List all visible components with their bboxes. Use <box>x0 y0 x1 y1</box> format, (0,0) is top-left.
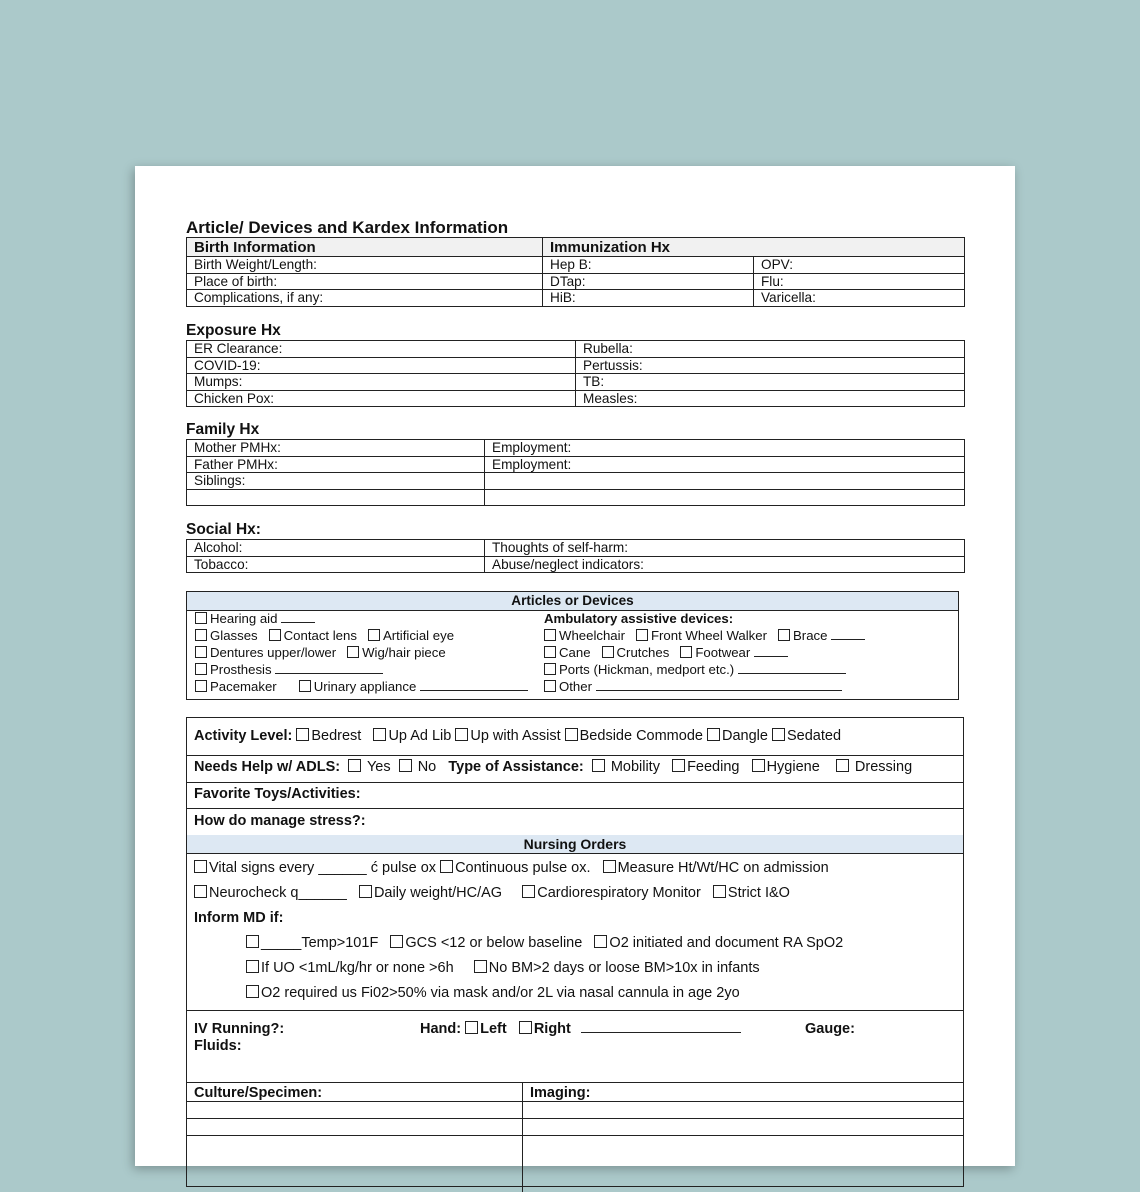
divider <box>187 808 963 809</box>
adls-row: Needs Help w/ ADLS: Yes No Type of Assistance: Mobility Feeding Hygiene Dressing <box>194 759 913 775</box>
other-row: Other <box>544 679 842 694</box>
no-bm-checkbox[interactable] <box>474 960 487 973</box>
family-blank-cell[interactable] <box>485 473 965 490</box>
hib-field[interactable]: HiB: <box>543 290 754 307</box>
birth-weight-field[interactable]: Birth Weight/Length: <box>187 257 543 274</box>
ports-row: Ports (Hickman, medport etc.) <box>544 662 846 677</box>
document-title: Article/ Devices and Kardex Information <box>186 218 509 237</box>
pertussis-field[interactable]: Pertussis: <box>576 357 965 374</box>
wig-checkbox[interactable] <box>347 646 359 658</box>
flu-field[interactable]: Flu: <box>754 273 965 290</box>
up-ad-lib-checkbox[interactable] <box>373 728 386 741</box>
uo-row: If UO <1mL/kg/hr or none >6h No BM>2 days or loose BM>10x in infants <box>246 960 760 977</box>
birth-immunization-table <box>186 237 965 307</box>
vitals-row: Vital signs every ______ ć pulse ox Continuous pulse ox. Measure Ht/Wt/HC on admission <box>194 860 829 877</box>
yes-checkbox[interactable] <box>348 759 361 772</box>
prosthesis-checkbox[interactable] <box>195 663 207 675</box>
mumps-field[interactable]: Mumps: <box>187 374 576 391</box>
covid-field[interactable]: COVID-19: <box>187 357 576 374</box>
dentures-row: Dentures upper/lower Wig/hair piece <box>195 645 446 660</box>
divider <box>187 755 963 756</box>
mother-employment-field[interactable]: Employment: <box>485 440 965 457</box>
hygiene-checkbox[interactable] <box>752 759 765 772</box>
o2-initiated-checkbox[interactable] <box>594 935 607 948</box>
birth-info-header: Birth Information <box>187 238 543 257</box>
divider <box>187 1118 963 1119</box>
divider <box>187 782 963 783</box>
divider <box>187 1082 963 1083</box>
strict-io-checkbox[interactable] <box>713 885 726 898</box>
mobility-checkbox[interactable] <box>592 759 605 772</box>
activity-level-label: Activity Level: <box>194 728 293 744</box>
kardex-box <box>186 717 964 1187</box>
other-checkbox[interactable] <box>544 680 556 692</box>
contact-lens-checkbox[interactable] <box>269 629 281 641</box>
chicken-pox-field[interactable]: Chicken Pox: <box>187 390 576 407</box>
cane-row: Cane Crutches Footwear <box>544 645 788 660</box>
o2-required-row: O2 required us Fi02>50% via mask and/or 2L via nasal cannula in age 2yo <box>246 985 740 1002</box>
neuro-row: Neurocheck q______ Daily weight/HC/AG Cardiorespiratory Monitor Strict I&O <box>194 885 790 902</box>
adls-label: Needs Help w/ ADLS: <box>194 759 341 775</box>
document-page <box>135 166 1015 1166</box>
dtap-field[interactable]: DTap: <box>543 273 754 290</box>
culture-label: Culture/Specimen: <box>194 1085 323 1101</box>
cane-checkbox[interactable] <box>544 646 556 658</box>
siblings-field[interactable]: Siblings: <box>187 473 485 490</box>
gauge-label: Gauge: <box>805 1021 855 1037</box>
father-pmhx-field[interactable]: Father PMHx: <box>187 456 485 473</box>
fluids-label: Fluids: <box>194 1038 242 1054</box>
favorite-toys-label: Favorite Toys/Activities: <box>194 786 361 802</box>
imaging-label: Imaging: <box>530 1085 591 1101</box>
brace-checkbox[interactable] <box>778 629 790 641</box>
checkbox[interactable] <box>195 612 207 624</box>
up-with-assist-checkbox[interactable] <box>455 728 468 741</box>
column-divider <box>522 1082 523 1192</box>
family-title: Family Hx <box>186 421 260 438</box>
assist-label: Type of Assistance: <box>448 759 584 775</box>
self-harm-field[interactable]: Thoughts of self-harm: <box>485 540 965 557</box>
left-hand-checkbox[interactable] <box>465 1021 478 1034</box>
cardio-monitor-checkbox[interactable] <box>522 885 535 898</box>
ambulatory-title: Ambulatory assistive devices: <box>544 611 734 626</box>
wheelchair-checkbox[interactable] <box>544 629 556 641</box>
measure-checkbox[interactable] <box>603 860 616 873</box>
varicella-field[interactable]: Varicella: <box>754 290 965 307</box>
articles-devices-header: Articles or Devices <box>187 592 958 611</box>
vital-signs-checkbox[interactable] <box>194 860 207 873</box>
feeding-checkbox[interactable] <box>672 759 685 772</box>
hand-row: Hand: Left Right <box>420 1021 741 1038</box>
family-blank-cell[interactable] <box>187 489 485 506</box>
continuous-pulse-ox-checkbox[interactable] <box>440 860 453 873</box>
iv-running-label: IV Running?: <box>194 1021 285 1037</box>
manage-stress-label: How do manage stress?: <box>194 813 366 829</box>
social-table <box>186 539 965 573</box>
exposure-table <box>186 340 965 407</box>
divider <box>187 1010 963 1011</box>
measles-field[interactable]: Measles: <box>576 390 965 407</box>
footwear-checkbox[interactable] <box>680 646 692 658</box>
place-of-birth-field[interactable]: Place of birth: <box>187 273 543 290</box>
tb-field[interactable]: TB: <box>576 374 965 391</box>
neurocheck-checkbox[interactable] <box>194 885 207 898</box>
temp-checkbox[interactable] <box>246 935 259 948</box>
er-clearance-field[interactable]: ER Clearance: <box>187 341 576 358</box>
front-walker-checkbox[interactable] <box>636 629 648 641</box>
divider <box>187 1135 963 1136</box>
activity-level-row: Activity Level: Bedrest Up Ad Lib Up with Assist Bedside Commode Dangle Sedated <box>194 728 842 744</box>
wheelchair-row: Wheelchair Front Wheel Walker Brace <box>544 628 865 643</box>
alcohol-field[interactable]: Alcohol: <box>187 540 485 557</box>
inform-md-label: Inform MD if: <box>194 910 284 926</box>
exposure-title: Exposure Hx <box>186 322 281 339</box>
glasses-checkbox[interactable] <box>195 629 207 641</box>
gcs-checkbox[interactable] <box>390 935 403 948</box>
bedrest-checkbox[interactable] <box>296 728 309 741</box>
sedated-checkbox[interactable] <box>772 728 785 741</box>
articles-devices-box <box>186 591 959 700</box>
pacemaker-row: Pacemaker Urinary appliance <box>195 679 528 694</box>
family-table <box>186 439 965 506</box>
mother-pmhx-field[interactable]: Mother PMHx: <box>187 440 485 457</box>
crutches-checkbox[interactable] <box>602 646 614 658</box>
nursing-orders-header: Nursing Orders <box>187 835 963 854</box>
ports-checkbox[interactable] <box>544 663 556 675</box>
uo-checkbox[interactable] <box>246 960 259 973</box>
rubella-field[interactable]: Rubella: <box>576 341 965 358</box>
artificial-eye-checkbox[interactable] <box>368 629 380 641</box>
dentures-checkbox[interactable] <box>195 646 207 658</box>
daily-weight-checkbox[interactable] <box>359 885 372 898</box>
social-title: Social Hx: <box>186 521 261 538</box>
opv-field[interactable]: OPV: <box>754 257 965 274</box>
father-employment-field[interactable]: Employment: <box>485 456 965 473</box>
abuse-field[interactable]: Abuse/neglect indicators: <box>485 556 965 573</box>
bedside-commode-checkbox[interactable] <box>565 728 578 741</box>
urinary-checkbox[interactable] <box>299 680 311 692</box>
o2-required-checkbox[interactable] <box>246 985 259 998</box>
dangle-checkbox[interactable] <box>707 728 720 741</box>
immunization-header: Immunization Hx <box>543 238 965 257</box>
glasses-row: Glasses Contact lens Artificial eye <box>195 628 454 643</box>
temp-row: _____Temp>101F GCS <12 or below baseline O2 initiated and document RA SpO2 <box>246 935 843 952</box>
no-checkbox[interactable] <box>399 759 412 772</box>
divider <box>187 1101 963 1102</box>
dressing-checkbox[interactable] <box>836 759 849 772</box>
pacemaker-checkbox[interactable] <box>195 680 207 692</box>
hearing-aid-option[interactable]: Hearing aid <box>195 611 315 626</box>
tobacco-field[interactable]: Tobacco: <box>187 556 485 573</box>
prosthesis-row: Prosthesis <box>195 662 383 677</box>
complications-field[interactable]: Complications, if any: <box>187 290 543 307</box>
right-hand-checkbox[interactable] <box>519 1021 532 1034</box>
family-blank-cell[interactable] <box>485 489 965 506</box>
hep-b-field[interactable]: Hep B: <box>543 257 754 274</box>
